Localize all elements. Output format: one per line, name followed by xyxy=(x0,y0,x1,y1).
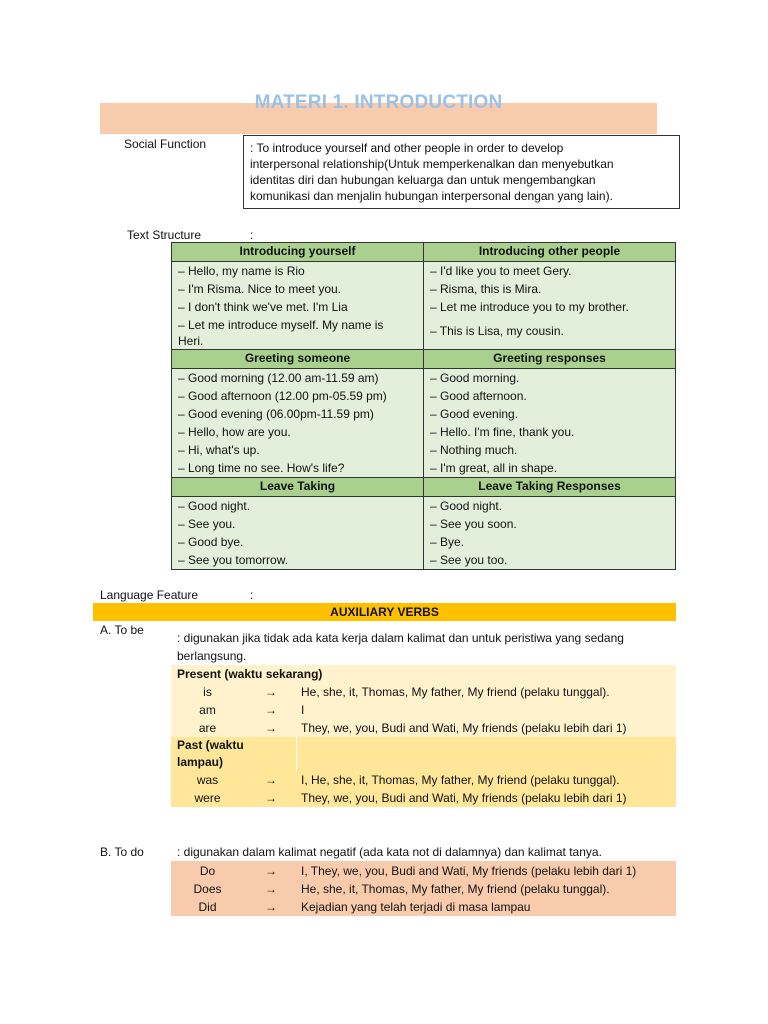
phrase: – Let me introduce myself. My name is xyxy=(178,318,384,332)
verb: were xyxy=(194,791,221,805)
phrase: – Let me introduce you to my brother. xyxy=(430,300,629,314)
table-row xyxy=(171,789,676,807)
subject: I, They, we, you, Budi and Wati, My friends (pelaku lebih dari 1) xyxy=(301,864,637,878)
phrase: – Good morning (12.00 am-11.59 am) xyxy=(178,371,379,385)
verb: Did xyxy=(198,900,217,914)
phrase: – This is Lisa, my cousin. xyxy=(430,324,564,338)
to-do-description: : digunakan dalam kalimat negatif (ada kata not di dalamnya) dan kalimat tanya. xyxy=(177,845,602,859)
column-head: Introducing yourself xyxy=(172,243,424,262)
definition-line: interpersonal relationship(Untuk memperkenalkan dan menyebutkan xyxy=(250,157,614,171)
table-row xyxy=(172,497,676,570)
phrase: – I'm great, all in shape. xyxy=(430,461,558,475)
verb: are xyxy=(198,721,217,735)
subject: He, she, it, Thomas, My father, My friend (pelaku tunggal). xyxy=(301,882,610,896)
phrase: – Good evening. xyxy=(430,407,519,421)
table-row xyxy=(171,683,676,701)
phrase: – See you soon. xyxy=(430,517,517,531)
verb: Does xyxy=(193,882,222,896)
subject: I xyxy=(301,703,305,717)
phrase: – See you tomorrow. xyxy=(178,553,289,567)
phrase: – Bye. xyxy=(430,535,465,549)
definition-line: komunikasi dan menjalin hubungan interpersonal dengan yang lain). xyxy=(250,189,613,203)
subject: Kejadian yang telah terjadi di masa lampau xyxy=(301,900,531,914)
phrase: – I don't think we've met. I'm Lia xyxy=(178,300,348,314)
language-feature-label: Language Feature xyxy=(100,588,199,602)
social-function-definition xyxy=(243,135,680,209)
phrase: Heri. xyxy=(178,334,204,348)
definition-line: : To introduce yourself and other people in order to develop xyxy=(250,141,564,155)
text-structure-table xyxy=(171,242,676,570)
subject: He, she, it, Thomas, My father, My friend (pelaku tunggal). xyxy=(301,685,610,699)
phrase: – Hello. I'm fine, thank you. xyxy=(430,425,575,439)
verb: Do xyxy=(199,864,216,878)
auxiliary-verbs-band: AUXILIARY VERBS xyxy=(93,603,676,621)
arrow-icon: → xyxy=(265,882,277,896)
text-structure-colon: : xyxy=(250,228,254,242)
table-row xyxy=(171,701,676,719)
past-head-line: Past (waktu xyxy=(177,738,244,752)
table-row xyxy=(171,771,676,789)
arrow-icon: → xyxy=(265,685,277,699)
phrase: – Good night. xyxy=(430,499,503,513)
phrase: – See you too. xyxy=(430,553,508,567)
verb: was xyxy=(196,773,219,787)
phrase: – Hello, how are you. xyxy=(178,425,291,439)
column-head: Greeting responses xyxy=(424,350,676,369)
table-header-row xyxy=(172,478,676,497)
verb: am xyxy=(199,703,216,717)
page-title: MATERI 1. INTRODUCTION xyxy=(254,92,503,113)
phrase: – Good afternoon. xyxy=(430,389,527,403)
column-head: Leave Taking Responses xyxy=(424,478,676,497)
phrase-cell xyxy=(424,497,676,570)
arrow-icon: → xyxy=(265,900,277,914)
social-function-label: Social Function xyxy=(124,137,207,151)
subject: They, we, you, Budi and Wati, My friends (pelaku lebih dari 1) xyxy=(301,721,627,735)
arrow-icon: → xyxy=(265,773,277,787)
table-row xyxy=(171,862,676,880)
phrase: – Risma, this is Mira. xyxy=(430,282,542,296)
table-row xyxy=(172,262,676,350)
phrase-cell xyxy=(172,262,424,350)
column-head: Leave Taking xyxy=(172,478,424,497)
phrase-cell xyxy=(172,497,424,570)
to-be-description-line: berlangsung. xyxy=(177,649,247,663)
phrase: – I'd like you to meet Gery. xyxy=(430,264,572,278)
table-row xyxy=(171,719,676,737)
arrow-icon: → xyxy=(265,791,277,805)
text-structure-label: Text Structure xyxy=(127,228,202,242)
phrase: – Good bye. xyxy=(178,535,244,549)
table-header-row xyxy=(172,350,676,369)
arrow-icon: → xyxy=(265,703,277,717)
table-row xyxy=(172,369,676,478)
table-row xyxy=(171,898,676,916)
column-head: Greeting someone xyxy=(172,350,424,369)
definition-line: identitas diri dan hubungan keluarga dan untuk mengembangkan xyxy=(250,173,596,187)
arrow-icon: → xyxy=(265,864,277,878)
past-divider xyxy=(296,737,297,771)
to-be-description-line: : digunakan jika tidak ada kata kerja dalam kalimat dan untuk peristiwa yang sedang xyxy=(177,631,624,645)
to-do-label: B. To do xyxy=(100,845,144,859)
present-head-row xyxy=(171,665,676,683)
subject: They, we, you, Budi and Wati, My friends (pelaku lebih dari 1) xyxy=(301,791,627,805)
phrase: – See you. xyxy=(178,517,236,531)
phrase: – Hello, my name is Rio xyxy=(178,264,305,278)
phrase: – Good afternoon (12.00 pm-05.59 pm) xyxy=(178,389,387,403)
phrase: – Long time no see. How's life? xyxy=(178,461,345,475)
phrase: – Good evening (06.00pm-11.59 pm) xyxy=(178,407,374,421)
phrase-cell xyxy=(424,369,676,478)
phrase: – Hi, what's up. xyxy=(178,443,260,457)
arrow-icon: → xyxy=(265,721,277,735)
phrase: – I'm Risma. Nice to meet you. xyxy=(178,282,342,296)
subject: I, He, she, it, Thomas, My father, My friend (pelaku tunggal). xyxy=(301,773,620,787)
past-head-line: lampau) xyxy=(177,755,224,769)
table-row xyxy=(171,880,676,898)
verb: is xyxy=(203,685,212,699)
phrase: – Nothing much. xyxy=(430,443,518,457)
table-header-row xyxy=(172,243,676,262)
phrase: – Good morning. xyxy=(430,371,520,385)
language-feature-colon: : xyxy=(250,588,254,602)
past-head xyxy=(177,737,244,771)
phrase: – Good night. xyxy=(178,499,251,513)
present-head: Present (waktu sekarang) xyxy=(177,667,323,681)
to-be-label: A. To be xyxy=(100,623,144,637)
column-head: Introducing other people xyxy=(424,243,676,262)
phrase-cell xyxy=(172,369,424,478)
phrase-cell xyxy=(424,262,676,350)
